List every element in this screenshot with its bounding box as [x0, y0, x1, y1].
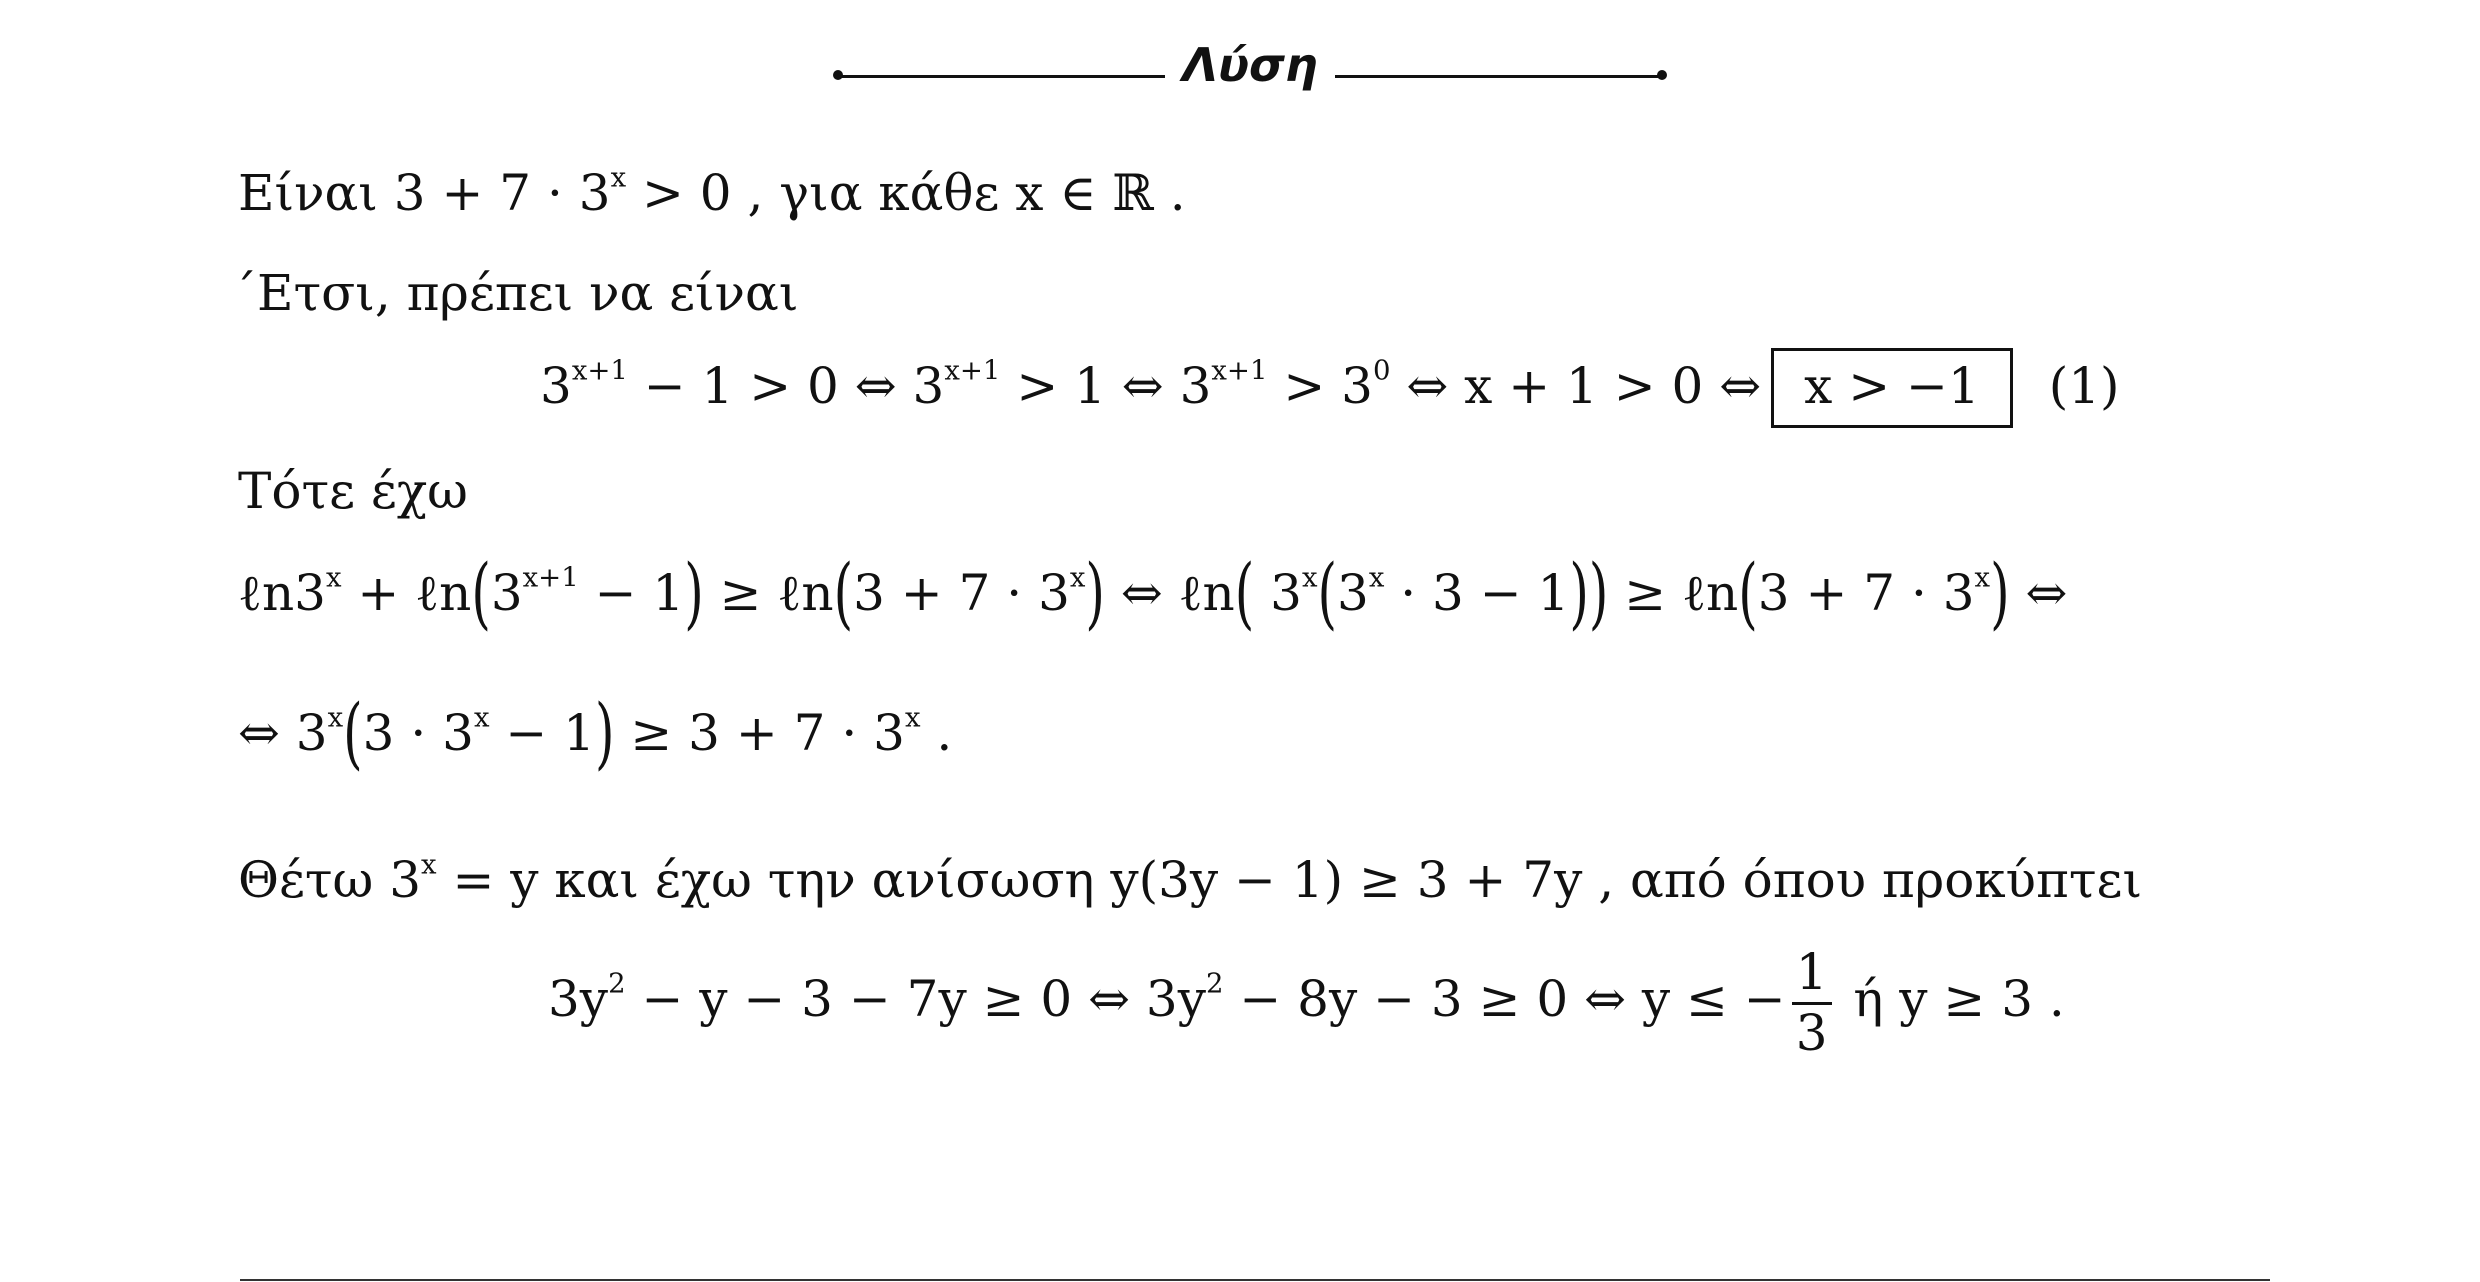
term: 3	[540, 357, 572, 415]
term: ℓn3	[238, 564, 326, 622]
fraction-numerator: 1	[1792, 944, 1832, 1005]
text: Θέτω 3	[238, 851, 422, 909]
text: > 0 , για κάθε x ∈ ℝ .	[626, 164, 1186, 222]
exponent: 2	[608, 967, 626, 1000]
exponent: x	[325, 561, 342, 594]
term: − 1 > 0 ⇔ 3	[627, 357, 945, 415]
term: 3	[1254, 564, 1302, 622]
equation-simplified	[238, 688, 953, 778]
statement-then	[238, 462, 468, 520]
term: · 3 − 1	[1384, 564, 1570, 622]
section-header	[835, 38, 1665, 108]
term: ≥ ℓn	[1608, 564, 1739, 622]
paren-close: )	[684, 548, 704, 638]
term: ⇔	[2009, 564, 2068, 622]
term: 3y	[548, 970, 609, 1028]
exponent: x	[904, 701, 921, 734]
paren-close: )	[1569, 548, 1589, 638]
paren-open: (	[1738, 548, 1758, 638]
paren-close: )	[1588, 548, 1609, 638]
paren-close: )	[1085, 548, 1105, 638]
exponent: x+1	[944, 354, 1001, 387]
term: > 1 ⇔ 3	[1000, 357, 1212, 415]
term: > 3	[1267, 357, 1373, 415]
text: Είναι 3 + 7 · 3	[238, 164, 611, 222]
term: 3	[1337, 564, 1369, 622]
statement-substitution	[238, 848, 2143, 909]
term: 3 · 3	[362, 704, 474, 762]
term: 3	[490, 564, 523, 622]
exponent: x	[1069, 561, 1086, 594]
equation-tag: (1)	[2048, 357, 2120, 415]
term: ⇔ ℓn	[1104, 564, 1235, 622]
exponent: x	[421, 848, 437, 881]
term: 3 + 7 · 3	[1757, 564, 1975, 622]
term: ή y ≥ 3 .	[1837, 970, 2065, 1028]
paren-open: (	[1234, 548, 1255, 638]
paren-open: (	[833, 548, 854, 638]
exponent: x+1	[1211, 354, 1268, 387]
header-dot-right	[1657, 70, 1667, 80]
fraction-denominator: 3	[1795, 1003, 1828, 1062]
header-dot-left	[833, 70, 843, 80]
paren-open: (	[343, 688, 363, 778]
term: − 8y − 3 ≥ 0 ⇔ y ≤ −	[1223, 970, 1786, 1028]
exponent: x	[1974, 561, 1991, 594]
term: ⇔ 3	[238, 704, 328, 762]
fraction	[1792, 944, 1832, 1062]
exponent: x	[610, 161, 627, 194]
term: − 1	[578, 564, 685, 622]
page-bottom-rule	[240, 1279, 2270, 1281]
paren-close: )	[1990, 548, 2010, 638]
exponent: 2	[1205, 967, 1224, 1000]
paren-open: (	[471, 548, 491, 638]
boxed-result: x > −1	[1771, 348, 2013, 428]
text: Τότε έχω	[238, 462, 468, 520]
equation-domain	[540, 348, 2120, 428]
term: − 1	[489, 704, 595, 762]
header-rule-left	[835, 75, 1165, 78]
term: 3 + 7 · 3	[853, 564, 1070, 622]
paren-open: (	[1317, 548, 1338, 638]
paren-close: )	[594, 688, 615, 778]
section-title: Λύση	[1182, 38, 1318, 92]
term: ≥ ℓn	[703, 564, 834, 622]
statement-positive	[238, 161, 1186, 222]
exponent: x+1	[571, 354, 628, 387]
exponent: 0	[1372, 354, 1391, 387]
exponent: x	[1302, 561, 1318, 594]
header-rule-right	[1335, 75, 1665, 78]
exponent: x	[327, 701, 344, 734]
statement-requirement	[232, 264, 799, 322]
term: .	[920, 704, 953, 762]
equation-quadratic	[548, 944, 2065, 1062]
term: ⇔ x + 1 > 0 ⇔	[1390, 357, 1762, 415]
term: + ℓn	[341, 564, 472, 622]
equation-log	[238, 548, 2068, 638]
exponent: x	[473, 701, 490, 734]
exponent: x+1	[522, 561, 579, 594]
text: = y και έχω την ανίσωση y(3y − 1) ≥ 3 + 7y , από όπου προκύπτει	[436, 851, 2143, 909]
term: − y − 3 − 7y ≥ 0 ⇔ 3y	[625, 970, 1206, 1028]
text: ΄Ετσι, πρέπει να είναι	[232, 264, 799, 322]
exponent: x	[1368, 561, 1385, 594]
term: ≥ 3 + 7 · 3	[614, 704, 905, 762]
